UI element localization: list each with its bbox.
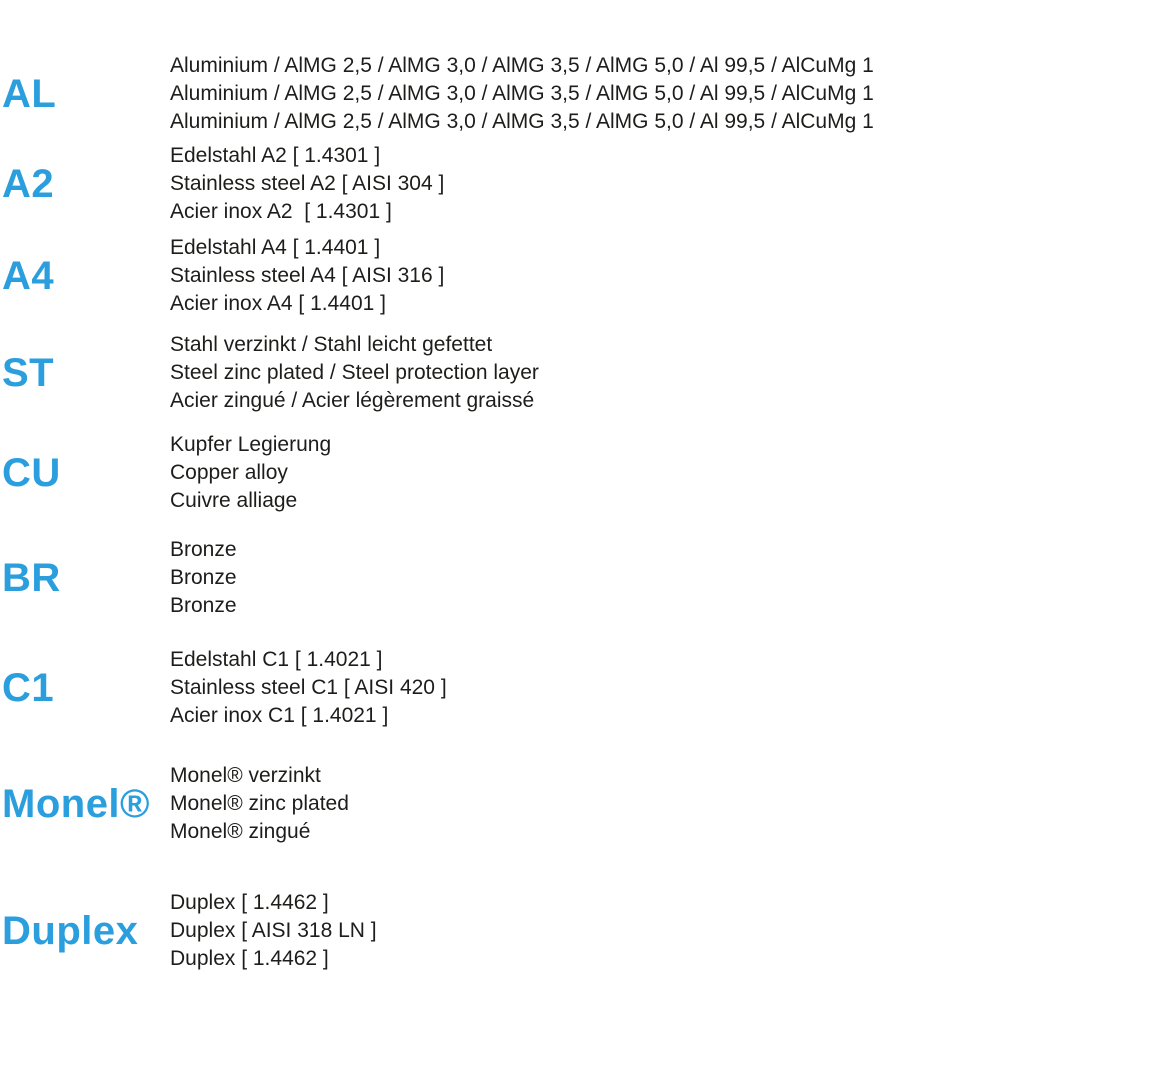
description-line-en: Duplex [ AISI 318 LN ] [170, 919, 377, 942]
description-line-fr: Bronze [170, 594, 237, 617]
material-row [2, 536, 1160, 620]
material-description [170, 52, 1160, 136]
material-description [170, 536, 1160, 620]
material-row [2, 646, 1160, 730]
material-code: Monel® [2, 782, 151, 826]
material-code: BR [2, 556, 61, 600]
description-line-en: Steel zinc plated / Steel protection layer [170, 361, 539, 384]
description-line-de: Stahl verzinkt / Stahl leicht gefettet [170, 333, 493, 356]
description-line-fr: Aluminium / AlMG 2,5 / AlMG 3,0 / AlMG 3,5 / AlMG 5,0 / Al 99,5 / AlCuMg 1 [170, 110, 874, 133]
material-row [2, 142, 1160, 226]
material-description [170, 331, 1160, 415]
description-line-en: Copper alloy [170, 461, 288, 484]
description-line-de: Edelstahl A4 [ 1.4401 ] [170, 236, 381, 259]
description-line-de: Monel® verzinkt [170, 764, 321, 787]
material-code: CU [2, 451, 61, 495]
material-code: A4 [2, 254, 55, 298]
material-description [170, 431, 1160, 515]
material-description [170, 234, 1160, 318]
material-row [2, 52, 1160, 136]
material-row [2, 762, 1160, 846]
material-code: AL [2, 72, 57, 116]
material-description [170, 889, 1160, 973]
material-description [170, 762, 1160, 846]
description-line-fr: Duplex [ 1.4462 ] [170, 947, 329, 970]
description-line-en: Stainless steel C1 [ AISI 420 ] [170, 676, 447, 699]
description-line-de: Duplex [ 1.4462 ] [170, 891, 329, 914]
description-line-de: Aluminium / AlMG 2,5 / AlMG 3,0 / AlMG 3,5 / AlMG 5,0 / Al 99,5 / AlCuMg 1 [170, 54, 874, 77]
material-row [2, 431, 1160, 515]
description-line-fr: Monel® zingué [170, 820, 311, 843]
description-line-en: Aluminium / AlMG 2,5 / AlMG 3,0 / AlMG 3,5 / AlMG 5,0 / Al 99,5 / AlCuMg 1 [170, 82, 874, 105]
material-row [2, 331, 1160, 415]
description-line-fr: Acier inox C1 [ 1.4021 ] [170, 704, 389, 727]
description-line-de: Kupfer Legierung [170, 433, 332, 456]
material-description [170, 142, 1160, 226]
description-line-fr: Acier inox A2 [ 1.4301 ] [170, 200, 392, 223]
description-line-en: Monel® zinc plated [170, 792, 349, 815]
material-code: ST [2, 351, 55, 395]
description-line-en: Stainless steel A4 [ AISI 316 ] [170, 264, 445, 287]
description-line-fr: Cuivre alliage [170, 489, 298, 512]
material-code: C1 [2, 666, 55, 710]
material-code: A2 [2, 162, 55, 206]
material-code: Duplex [2, 909, 139, 953]
material-description [170, 646, 1160, 730]
material-row [2, 234, 1160, 318]
material-row [2, 889, 1160, 973]
description-line-en: Stainless steel A2 [ AISI 304 ] [170, 172, 445, 195]
description-line-en: Bronze [170, 566, 237, 589]
description-line-de: Bronze [170, 538, 237, 561]
description-line-fr: Acier zingué / Acier légèrement graissé [170, 389, 535, 412]
description-line-de: Edelstahl C1 [ 1.4021 ] [170, 648, 383, 671]
description-line-de: Edelstahl A2 [ 1.4301 ] [170, 144, 381, 167]
description-line-fr: Acier inox A4 [ 1.4401 ] [170, 292, 386, 315]
